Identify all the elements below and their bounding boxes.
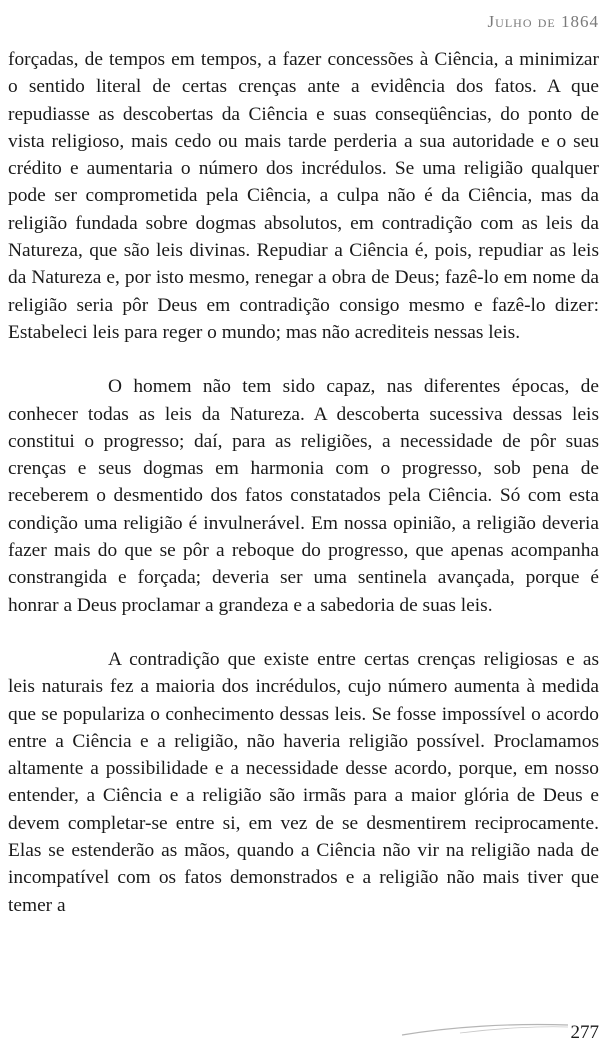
paragraph-2: O homem não tem sido capaz, nas diferentes épocas, de conhecer todas as leis da Natureza. A descoberta sucessiva dessas leis constitui o progresso; daí, para as religiões, a necessidade de pôr suas crenças e seus dogmas em harmonia com o progresso, sob pena de receberem o desmentido dos fatos constatados pela Ciência. Só com esta condição uma religião é invulnerável. Em nossa opinião, a religião deveria fazer mais do que se pôr a reboque do progresso, que apenas acompanha constrangida e forçada; deveria ser uma sentinela avançada, porque é honrar a Deus proclamar a grandeza e a sabedoria de suas leis. (8, 376, 599, 616)
page-body (8, 46, 599, 919)
footer-swash-ornament (400, 1015, 570, 1039)
paragraph-3: A contradição que existe entre certas crenças religiosas e as leis naturais fez a maioria dos incrédulos, cujo número aumenta à medida que se populariza o conhecimento dessas leis. Se fosse impossível o acordo entre a Ciência e a religião, não haveria religião possível. Proclamamos altamente a possibilidade e a necessidade desse acordo, porque, em nosso entender, a Ciência e a religião são irmãs para a maior glória de Deus e devem completar-se entre si, em vez de se desmentirem reciprocamente. Elas se estenderão as mãos, quando a Ciência não vir na religião nada de incompatível com os fatos demonstrados e a religião não mais tiver que temer a (8, 648, 599, 916)
page-number: 277 (570, 1022, 599, 1043)
paragraph-1: forçadas, de tempos em tempos, a fazer concessões à Ciência, a minimizar o sentido literal de certas crenças ante a evidência dos fatos. A que repudiasse as descobertas da Ciência e suas conseqüências, do ponto de vista religioso, mais cedo ou mais tarde perderia a sua autoridade e o seu crédito e aumentaria o número dos incrédulos. Se uma religião qualquer pode ser comprometida pela Ciência, a culpa não é da Ciência, mas da religião fundada sobre dogmas absolutos, em contradição com as leis da Natureza, que são leis divinas. Repudiar a Ciência é, pois, repudiar as leis da Natureza e, por isto mesmo, renegar a obra de Deus; fazê-lo em nome da religião seria pôr Deus em contradição consigo mesmo e fazê-lo dizer: Estabeleci leis para reger o mundo; mas não acrediteis nessas leis. (8, 49, 599, 343)
running-header: Julho de 1864 (487, 12, 599, 31)
